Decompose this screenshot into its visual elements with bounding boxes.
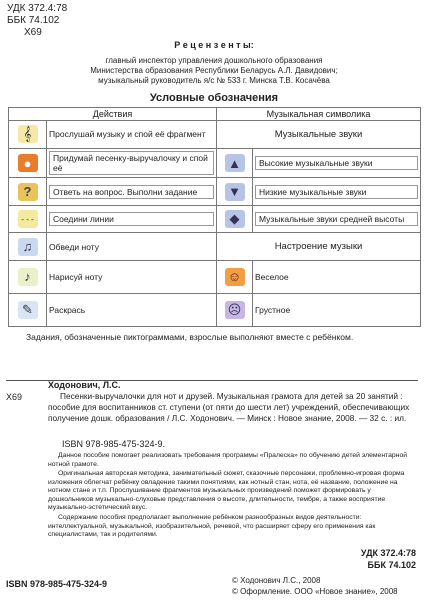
fox-face-icon: ● [18, 154, 38, 172]
arrow-up-icon: ▲ [225, 154, 245, 172]
header-udk: УДК 372.4:78 [7, 3, 68, 14]
legend-table [8, 107, 421, 327]
annotation-p1: Данное пособие помогает реализовать требования программы «Пралеска» по обучению детей элементарной нотной грамоте. [48, 452, 408, 468]
treble-clef-icon: 𝄞 [18, 125, 38, 143]
sad-face-icon: ☹ [225, 301, 245, 319]
draw-note-icon: ♪ [18, 268, 38, 286]
action-label: Прослушай музыку и спой её фрагмент [49, 129, 206, 140]
legend-title: Условные обозначения [149, 92, 279, 104]
action-label: Придумай песенку-выручалочку и спой её [49, 151, 214, 175]
footer-bbk: ББК 74.102 [367, 560, 416, 570]
footer-copyright-author: © Ходонович Л.С., 2008 [232, 576, 321, 585]
action-label: Нарисуй ноту [49, 271, 103, 282]
sound-label: Музыкальные звуки средней высоты [255, 212, 418, 226]
mood-label: Веселое [255, 271, 289, 282]
annotation-p3: Содержание пособия предполагает выполнение ребёнком разнообразных видов деятельности: интеллектуальной, музыкальной, изобразительной, речевой, что расширяет сферу его применения как специалистами, так и родителями. [48, 514, 376, 538]
action-label: Раскрась [49, 304, 86, 315]
arrow-down-icon: ▼ [225, 183, 245, 201]
sound-label: Высокие музыкальные звуки [255, 156, 418, 170]
dashed-line-icon: - - - [18, 210, 38, 228]
catalog-author: Ходонович, Л.С. [48, 380, 121, 390]
col-actions-header: Действия [9, 108, 217, 121]
reviewers-title: Р е ц е н з е н т ы: [174, 40, 254, 50]
action-label: Обведи ноту [49, 241, 99, 252]
pictogram-note: Задания, обозначенные пиктограммами, взрослые выполняют вместе с ребёнком. [26, 332, 354, 342]
action-label: Ответь на вопрос. Выполни задание [49, 185, 214, 199]
reviewers-line2: Министерства образования Республики Беларусь А.Л. Давидович; [90, 66, 338, 75]
circled-note-icon: ♫ [18, 238, 38, 256]
catalog-code: Х69 [6, 392, 23, 402]
reviewers-line1: главный инспектор управления дошкольного образования [105, 56, 323, 65]
catalog-description: Песенки-выручалочки для нот и друзей. Музыкальная грамота для детей за 20 занятий : пособие для воспитанников ст. ступени (от пяти до шести лет) учреждений, обеспечивающих получение дошк. образования / Л.С. Ходонович. — Минск : Новое знание, 2008. — 32 с. : ил. [48, 391, 410, 423]
sun-happy-icon: ☺ [225, 268, 245, 286]
sounds-header: Музыкальные звуки [217, 121, 421, 149]
col-symbols-header: Музыкальная символика [217, 108, 421, 121]
mood-label: Грустное [255, 304, 291, 315]
footer-copyright-design: © Оформление. ООО «Новое знание», 2008 [232, 587, 398, 596]
footer-isbn: ISBN 978-985-475-324-9 [6, 579, 108, 589]
header-code: Х69 [24, 27, 42, 38]
footer-udk: УДК 372.4:78 [360, 548, 416, 558]
reviewers-line3: музыкальный руководитель я/с № 533 г. Минска Т.В. Косачёва [98, 76, 330, 85]
header-bbk: ББК 74.102 [7, 15, 60, 26]
sound-label: Низкие музыкальные звуки [255, 185, 418, 199]
action-label: Соедини линии [49, 212, 214, 226]
question-icon: ? [18, 183, 38, 201]
annotation-p2: Оригинальная авторская методика, занимательный сюжет, сказочные персонажи, проблемно-игровая форма изложения облегчат ребёнку овладение такими понятиями, как нотный стан, нота, её название, положение на нотном стане и т.п. Прослушивание фрагментов музыкальных произведений поможет формировать у дошкольников музыкально-слуховые представления о высоте, длительности, тембре, а также восприятие музыкально-эстетический вкус. [48, 470, 405, 511]
paint-brush-icon: ✎ [18, 301, 38, 319]
catalog-isbn: ISBN 978-985-475-324-9. [62, 439, 166, 449]
arrow-mid-icon: ◆ [225, 210, 245, 228]
mood-header: Настроение музыки [217, 233, 421, 261]
